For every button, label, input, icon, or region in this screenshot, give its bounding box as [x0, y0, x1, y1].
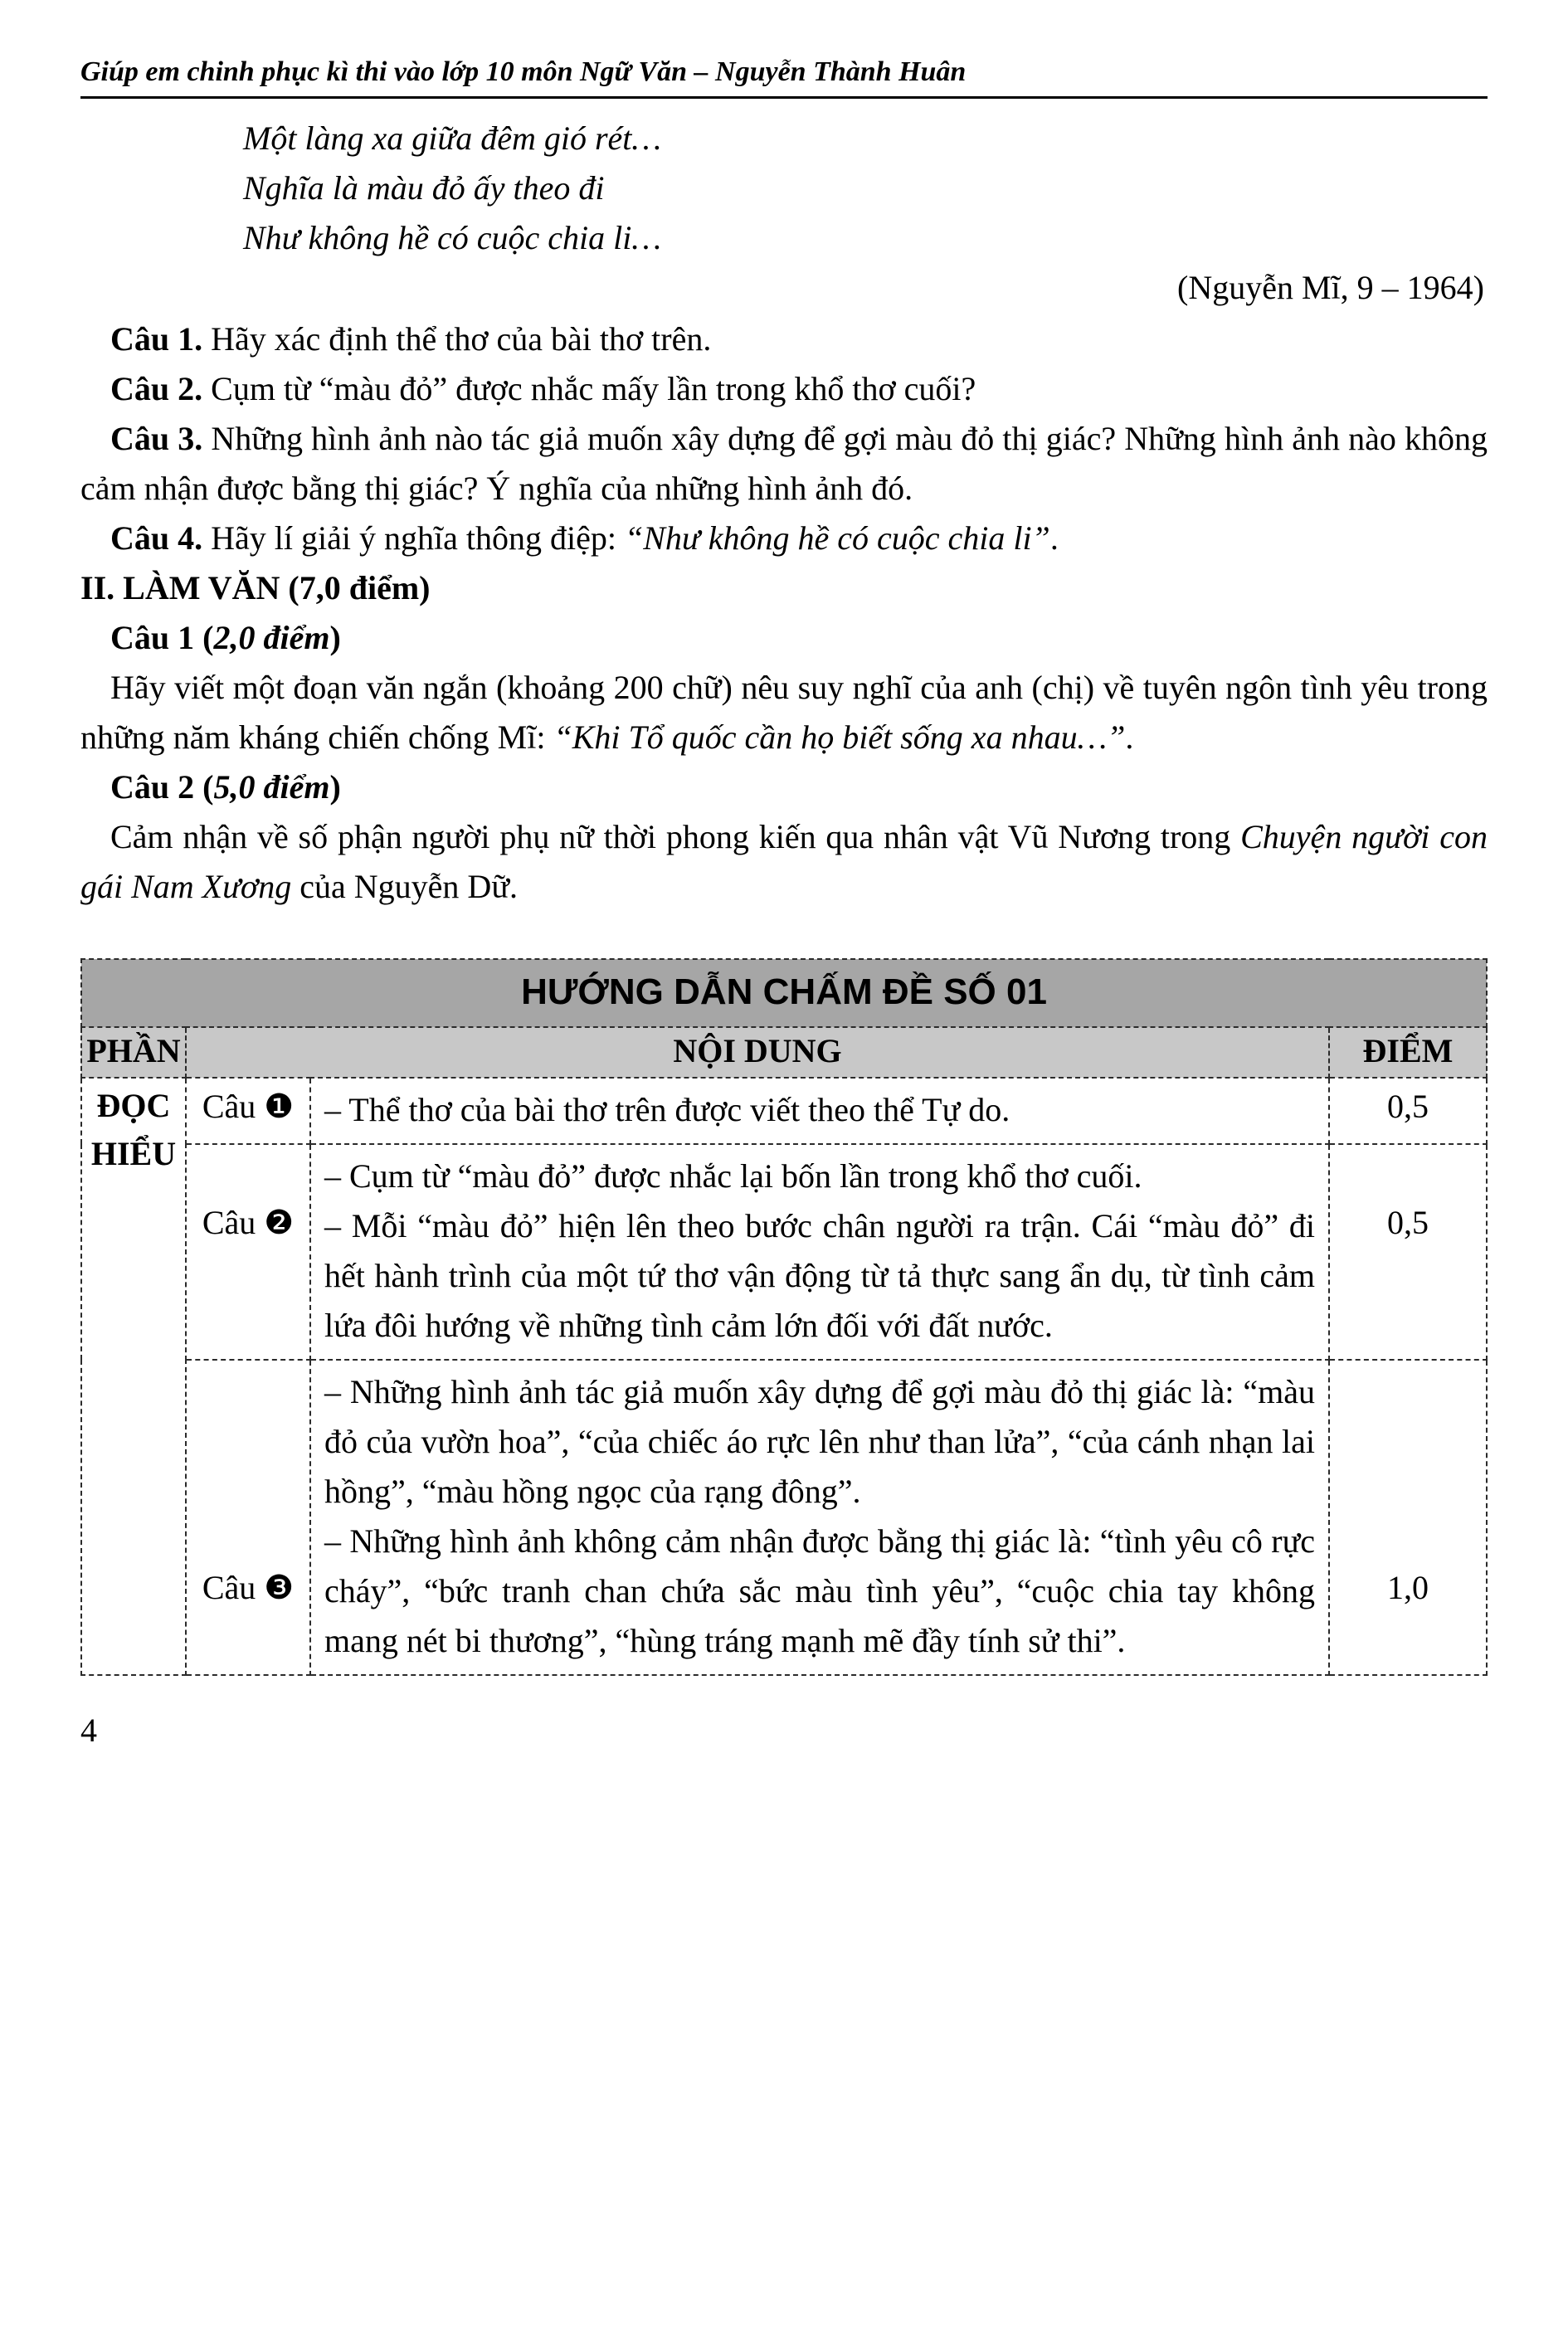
score-cell-2: 0,5 [1329, 1144, 1487, 1360]
paragraph-cau-2: Câu 2. Cụm từ “màu đỏ” được nhắc mấy lần trong khổ thơ cuối? [110, 370, 976, 407]
answer-paragraph: – Mỗi “màu đỏ” hiện lên theo bước chân người ra trận. Cái “màu đỏ” đi hết hành trình của một tứ thơ vận động từ tả thực sang ẩn dụ, từ tình cảm lứa đôi hướng về những tình cảm lớn đối với đất nước. [324, 1207, 1315, 1344]
col-header-noidung: NỘI DUNG [186, 1027, 1329, 1078]
paragraph-lamvan-cau-2: Câu 2 (5,0 điểm) [110, 768, 341, 806]
answer-cell-2 [310, 1144, 1329, 1360]
paragraph-lamvan-cau-2-body: Cảm nhận về số phận người phụ nữ thời phong kiến qua nhân vật Vũ Nương trong Chuyện người con gái Nam Xương của Nguyễn Dữ. [80, 818, 1488, 905]
running-header [80, 56, 1488, 99]
score-cell-1: 0,5 [1329, 1078, 1487, 1144]
poem-line-1: Một làng xa giữa đêm gió rét… [243, 119, 661, 157]
section-heading-lam-van: II. LÀM VĂN (7,0 điểm) [80, 569, 431, 606]
answer-paragraph: – Những hình ảnh không cảm nhận được bằng thị giác là: “tình yêu cô rực cháy”, “bức tranh chan chứa sắc màu tình yêu”, “cuộc chia tay không mang nét bi thương”, “hùng tráng mạnh mẽ đầy tính sử thi”. [324, 1522, 1315, 1659]
table-row-cau-2 [81, 1144, 1487, 1360]
col-header-diem: ĐIỂM [1329, 1027, 1487, 1078]
grading-rubric-table [80, 958, 1488, 1676]
answer-cell-3 [310, 1360, 1329, 1675]
table-title-row [81, 959, 1487, 1027]
question-label-2: Câu ❷ [186, 1144, 310, 1360]
poem-line-2: Nghĩa là màu đỏ ấy theo đi [243, 169, 605, 207]
section-label-doc-hieu: ĐỌC HIỂU [81, 1078, 186, 1675]
question-label-1: Câu ❶ [186, 1078, 310, 1144]
table-row-cau-3 [81, 1360, 1487, 1675]
table-header-row [81, 1027, 1487, 1078]
answer-paragraph: – Thể thơ của bài thơ trên được viết theo thể Tự do. [324, 1091, 1010, 1128]
answer-paragraph: – Những hình ảnh tác giả muốn xây dựng để gợi màu đỏ thị giác là: “màu đỏ của vườn hoa”, “của chiếc áo rực lên như than lửa”, “của cánh nhạn lai hồng”, “màu hồng ngọc của rạng đông”. [324, 1373, 1315, 1510]
poem-line-3: Như không hề có cuộc chia li… [243, 219, 661, 256]
exam-questions [80, 314, 1488, 912]
poem-block [80, 114, 1488, 263]
paragraph-lamvan-cau-1: Câu 1 (2,0 điểm) [110, 619, 341, 656]
paragraph-cau-1: Câu 1. Hãy xác định thể thơ của bài thơ trên. [110, 320, 712, 358]
paragraph-lamvan-cau-1-body: Hãy viết một đoạn văn ngắn (khoảng 200 chữ) nêu suy nghĩ của anh (chị) về tuyên ngôn tình yêu trong những năm kháng chiến chống Mĩ: “Khi Tổ quốc cần họ biết sống xa nhau…”. [80, 669, 1488, 756]
paragraph-cau-4: Câu 4. Hãy lí giải ý nghĩa thông điệp: “Như không hề có cuộc chia li”. [110, 519, 1059, 557]
question-label-3: Câu ❸ [186, 1360, 310, 1675]
answer-paragraph: – Cụm từ “màu đỏ” được nhắc lại bốn lần trong khổ thơ cuối. [324, 1157, 1142, 1195]
paragraph-cau-3: Câu 3. Những hình ảnh nào tác giả muốn xây dựng để gợi màu đỏ thị giác? Những hình ảnh nào không cảm nhận được bằng thị giác? Ý nghĩa của những hình ảnh đó. [80, 420, 1488, 507]
running-header-text: Giúp em chinh phục kì thi vào lớp 10 môn Ngữ Văn – Nguyễn Thành Huân [80, 56, 967, 87]
page-number: 4 [80, 1712, 97, 1749]
table-title: HƯỚNG DẪN CHẤM ĐỀ SỐ 01 [81, 959, 1487, 1027]
col-header-phan: PHẦN [81, 1027, 186, 1078]
answer-cell-1 [310, 1078, 1329, 1144]
poem-attribution: (Nguyễn Mĩ, 9 – 1964) [1177, 269, 1484, 306]
score-cell-3: 1,0 [1329, 1360, 1487, 1675]
table-row-cau-1 [81, 1078, 1487, 1144]
